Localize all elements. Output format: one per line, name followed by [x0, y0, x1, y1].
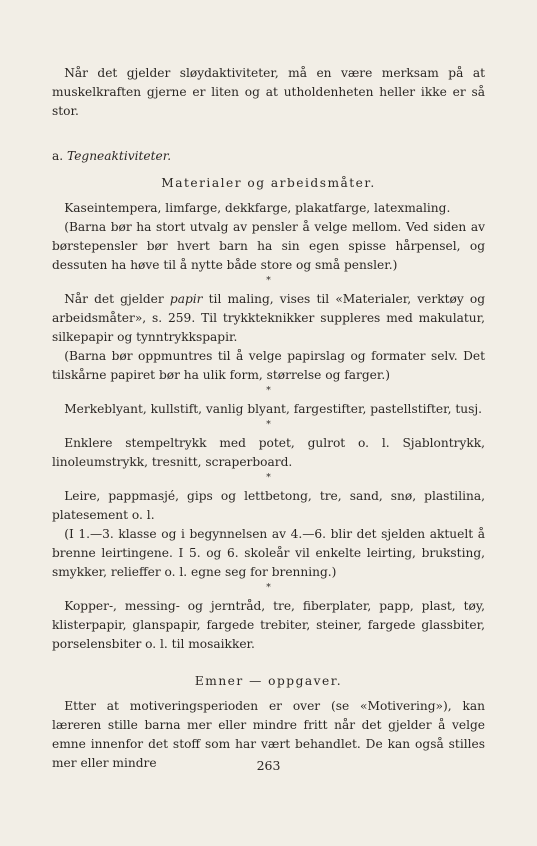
paper-text-em: papir — [169, 292, 203, 306]
paper-text-a: Når det gjelder — [64, 292, 170, 306]
paragraph-clay-note: (I 1.—3. klasse og i begynnelsen av 4.—6. blir det sjelden aktuelt å brenne leirtingene. I 5. og 6. skoleår vil enkelte leirting, bruksting, smykker, relieffer o. l. egne seg for brenning.) — [52, 527, 485, 579]
paragraph-paper — [52, 290, 485, 347]
page-number: 263 — [256, 758, 281, 773]
separator-star: * — [266, 276, 271, 286]
separator-star: * — [266, 386, 271, 396]
spacer — [52, 654, 485, 670]
paragraph-clay: Leire, pappmasjé, gips og lettbetong, tre, sand, snø, plastilina, platesement o. l. — [52, 489, 485, 522]
heading-materials: Materialer og arbeidsmåter. — [161, 176, 376, 190]
paper-text-b: til maling, vises til «Materialer, verktøy og arbeidsmåter», s. 259. Til trykkteknikker suppleres med makulatur, silkepapir og tynntrykkspapir. — [52, 292, 486, 344]
separator-star: * — [266, 583, 271, 593]
paragraph-paints: Kaseintempera, limfarge, dekkfarge, plakatfarge, latexmaling. — [64, 201, 451, 215]
separator-star: * — [266, 420, 271, 430]
intro-paragraph: Når det gjelder sløydaktiviteter, må en være merksam på at muskelkraften gjerne er liten og at utholdenheten heller ikke er så stor. — [52, 66, 485, 118]
section-label-prefix: a. — [52, 149, 64, 163]
heading-topics: Emner — oppgaver. — [194, 674, 343, 688]
paragraph-brushes: (Barna bør ha stort utvalg av pensler å velge mellom. Ved siden av børstepensler bør hvert barn ha sin egen spisse hårpensel, og dessuten ha høve til å nytte både store og små pensler.) — [52, 220, 485, 272]
section-label-title: Tegneaktiviteter. — [67, 149, 172, 163]
paragraph-wire: Kopper-, messing- og jerntråd, tre, fiberplater, papp, plast, tøy, klisterpapir, glanspapir, fargede trebiter, steiner, fargede glassbiter, porselensbiter o. l. til mosaikker. — [52, 599, 485, 651]
paragraph-topics: Etter at motiveringsperioden er over (se «Motivering»), kan læreren stille barna mer eller mindre fritt når det gjelder å velge emne innenfor det stoff som har vært behandlet. De kan også stilles mer eller mindre — [52, 699, 485, 770]
paragraph-print: Enklere stempeltrykk med potet, gulrot o. l. Sjablontrykk, linoleumstrykk, tresnitt, scraperboard. — [52, 436, 485, 469]
page-body — [52, 64, 485, 773]
section-label — [52, 147, 485, 166]
paragraph-paper-note: (Barna bør oppmuntres til å velge papirslag og formater selv. Det tilskårne papiret bør ha ulik form, størrelse og farger.) — [52, 349, 485, 382]
separator-star: * — [266, 473, 271, 483]
paragraph-pencils: Merkeblyant, kullstift, vanlig blyant, fargestifter, pastellstifter, tusj. — [64, 402, 483, 416]
